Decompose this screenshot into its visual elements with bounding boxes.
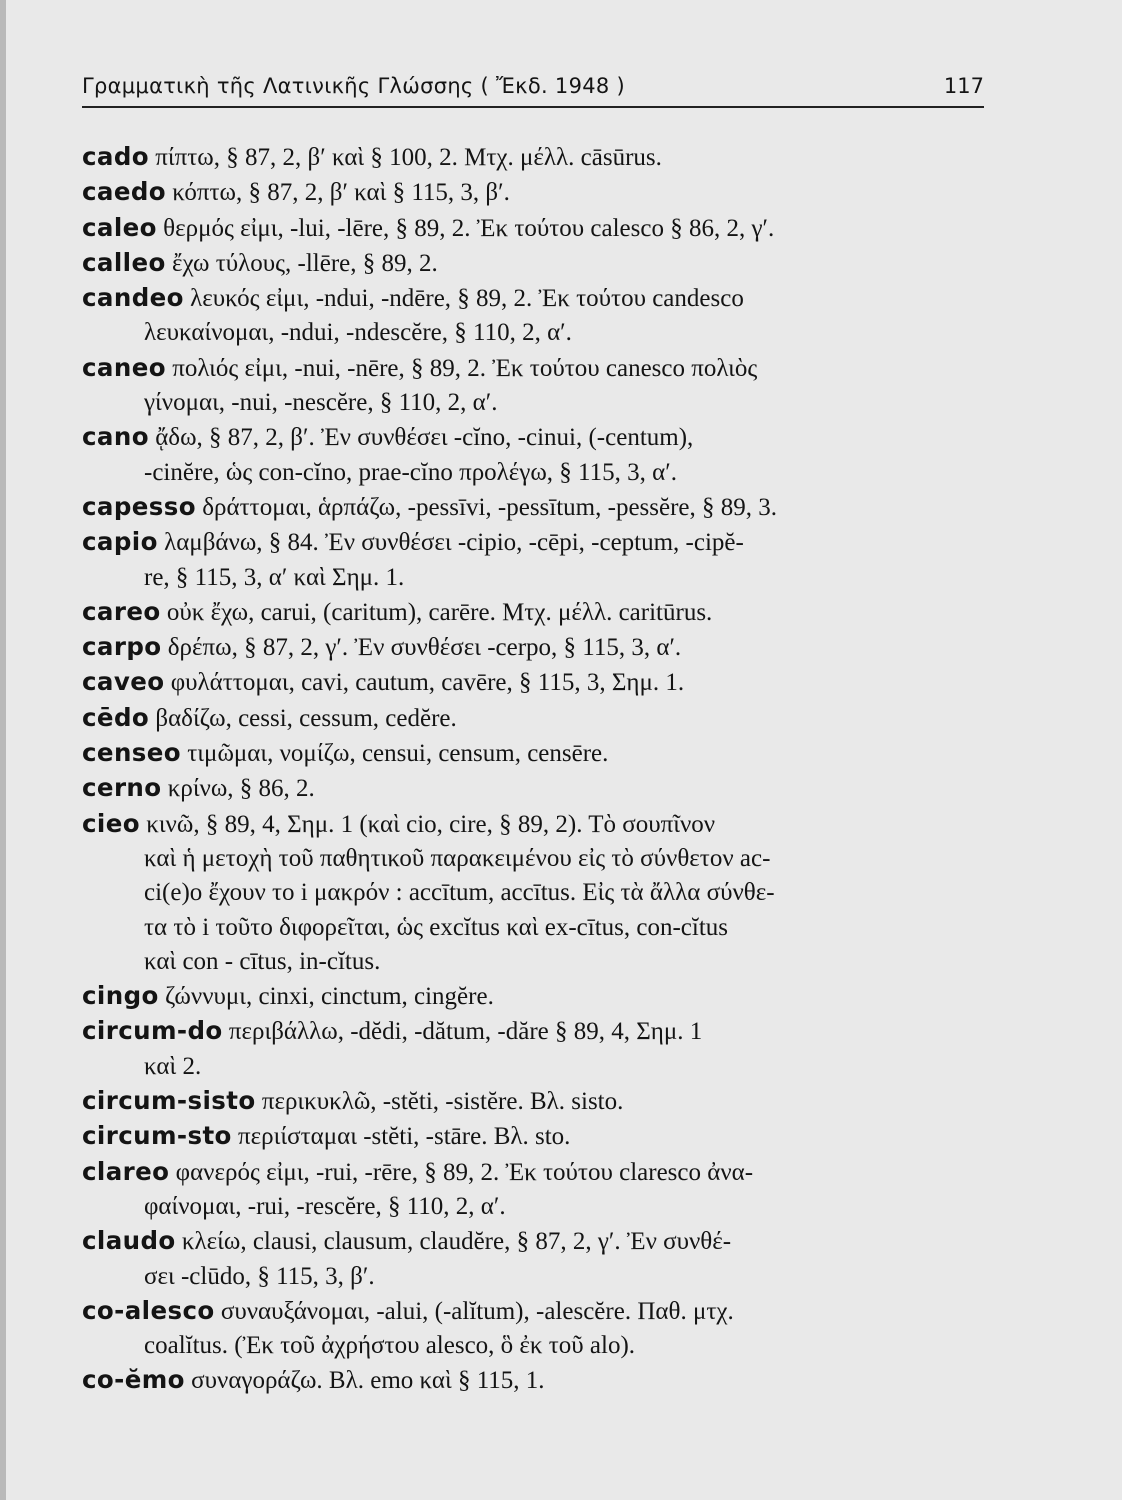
entry-lemma: careo <box>82 596 161 626</box>
entry-first-line <box>82 665 984 700</box>
entry-lemma: carpo <box>82 632 162 662</box>
entry-lemma: caleo <box>82 212 157 242</box>
entry-first-line <box>82 1084 984 1119</box>
dictionary-entry <box>82 420 984 490</box>
entry-first-line <box>82 630 984 665</box>
entry-continuation-line <box>82 386 984 420</box>
dictionary-entry <box>82 140 984 175</box>
entry-first-line <box>82 525 984 560</box>
entry-lemma: capio <box>82 527 158 557</box>
entry-continuation-line <box>82 842 984 876</box>
entry-text: καὶ con - cītus, in-cĭtus. <box>144 947 381 975</box>
entry-continuation-line <box>82 456 984 490</box>
entry-lemma: caneo <box>82 352 166 382</box>
entry-lemma: caedo <box>82 177 167 207</box>
entry-lemma: cieo <box>82 808 140 838</box>
dictionary-entry <box>82 979 984 1014</box>
entry-text: λευκαίνομαι, -ndui, -ndescĕre, § 110, 2, α′. <box>144 319 572 347</box>
entry-text: λαμβάνω, § 84. Ἐν συνθέσει -cipio, -cēpi, -ceptum, -cipĕ- <box>157 529 744 557</box>
dictionary-entry <box>82 175 984 210</box>
dictionary-entry <box>82 807 984 979</box>
entry-text: ἔχω τύλους, -llēre, § 89, 2. <box>165 249 438 277</box>
entry-first-line <box>82 1363 984 1398</box>
entry-first-line <box>82 246 984 281</box>
entry-lemma: cerno <box>82 773 162 803</box>
entry-text: γίνομαι, -nui, -nescĕre, § 110, 2, α′. <box>144 389 498 417</box>
entry-first-line <box>82 1294 984 1329</box>
dictionary-entry <box>82 1155 984 1225</box>
dictionary-entry <box>82 595 984 630</box>
entry-text: δράττομαι, ἁρπάζω, -pessīvi, -pessītum, -pessĕre, § 89, 3. <box>196 493 778 521</box>
entry-lemma: clareo <box>82 1156 170 1186</box>
entry-text: coalĭtus. (Ἐκ τοῦ ἀχρήστου alesco, ὃ ἐκ τοῦ alo). <box>144 1332 636 1360</box>
entry-first-line <box>82 736 984 771</box>
entry-first-line <box>82 771 984 806</box>
entry-text: περιίσταμαι -stĕti, -stāre. Βλ. sto. <box>231 1123 571 1151</box>
entry-lemma: calleo <box>82 247 166 277</box>
entry-text: πίπτω, § 87, 2, β′ καὶ § 100, 2. Μτχ. μέλλ. cāsūrus. <box>149 144 662 171</box>
entry-first-line <box>82 211 984 246</box>
entry-lemma: cēdo <box>82 702 150 732</box>
entry-lemma: claudo <box>82 1226 176 1256</box>
entry-continuation-line <box>82 1260 984 1294</box>
dictionary-entry <box>82 351 984 421</box>
entry-continuation-line <box>82 876 984 910</box>
entry-continuation-line <box>82 1190 984 1224</box>
entry-text: τιμῶμαι, νομίζω, censui, censum, censēre. <box>181 740 609 768</box>
entry-first-line <box>82 490 984 525</box>
entry-lemma: censeo <box>82 738 182 768</box>
entry-text: re, § 115, 3, α′ καὶ Σημ. 1. <box>144 563 405 591</box>
dictionary-entry <box>82 1224 984 1294</box>
entry-first-line <box>82 1119 984 1154</box>
entry-text: λευκός εἰμι, -ndui, -ndēre, § 89, 2. Ἐκ τούτου candesco <box>183 285 744 313</box>
entry-text: πολιός εἰμι, -nui, -nēre, § 89, 2. Ἐκ τούτου canesco πολιὸς <box>165 354 758 382</box>
entry-text: συναγοράζω. Βλ. emo καὶ § 115, 1. <box>184 1367 545 1395</box>
entry-text: συναυξάνομαι, -alui, (-alĭtum), -alescĕre. Παθ. μτχ. <box>214 1297 734 1325</box>
dictionary-entry <box>82 1119 984 1154</box>
entry-first-line <box>82 175 984 210</box>
page-spine <box>0 0 6 1500</box>
entry-text: κλείω, clausi, clausum, claudĕre, § 87, 2, γ′. Ἐν συνθέ- <box>175 1228 732 1256</box>
page-number: 117 <box>943 74 984 98</box>
entry-first-line <box>82 807 984 842</box>
entry-text: ζώννυμι, cinxi, cinctum, cingĕre. <box>158 983 494 1011</box>
entry-first-line <box>82 420 984 455</box>
entry-first-line <box>82 351 984 386</box>
entry-first-line <box>82 1155 984 1190</box>
dictionary-entry <box>82 1294 984 1364</box>
entry-text: δρέπω, § 87, 2, γ′. Ἐν συνθέσει -cerpo, § 115, 3, α′. <box>161 634 682 662</box>
entry-text: καὶ ἡ μετοχὴ τοῦ παθητικοῦ παρακειμένου εἰς τὸ σύνθετον ac- <box>144 844 771 872</box>
dictionary-entry <box>82 490 984 525</box>
entry-text: φυλάττομαι, cavi, cautum, cavēre, § 115, 3, Σημ. 1. <box>164 669 685 697</box>
entry-text: βαδίζω, cessi, cessum, cedĕre. <box>149 704 457 732</box>
dictionary-entry <box>82 211 984 246</box>
entry-text: περιβάλλω, -dĕdi, -dătum, -dăre § 89, 4, Σημ. 1 <box>222 1018 703 1046</box>
dictionary-entries <box>82 140 984 1399</box>
dictionary-entry <box>82 736 984 771</box>
dictionary-entry <box>82 665 984 700</box>
entry-lemma: circum-do <box>82 1016 223 1046</box>
entry-lemma: cingo <box>82 981 159 1011</box>
entry-lemma: co-ĕmo <box>82 1365 185 1395</box>
entry-lemma: candeo <box>82 283 184 313</box>
entry-text: καὶ 2. <box>144 1052 202 1080</box>
dictionary-entry <box>82 246 984 281</box>
dictionary-entry <box>82 1084 984 1119</box>
entry-lemma: capesso <box>82 491 197 521</box>
dictionary-entry <box>82 701 984 736</box>
dictionary-entry <box>82 630 984 665</box>
running-header <box>82 72 984 108</box>
entry-lemma: caveo <box>82 667 165 697</box>
entry-first-line <box>82 1014 984 1049</box>
entry-text: φανερός εἰμι, -rui, -rēre, § 89, 2. Ἐκ τούτου claresco ἀνα- <box>169 1158 754 1186</box>
entry-lemma: co-alesco <box>82 1295 215 1325</box>
entry-text: κινῶ, § 89, 4, Σημ. 1 (καὶ cio, cire, § 89, 2). Τὸ σουπῖνον <box>139 810 716 838</box>
entry-text: θερμός εἰμι, -lui, -lēre, § 89, 2. Ἐκ τούτου calesco § 86, 2, γ′. <box>156 214 775 242</box>
entry-text: φαίνομαι, -rui, -rescĕre, § 110, 2, α′. <box>144 1192 506 1220</box>
entry-first-line <box>82 701 984 736</box>
entry-first-line <box>82 595 984 630</box>
entry-continuation-line <box>82 911 984 945</box>
entry-first-line <box>82 979 984 1014</box>
entry-first-line <box>82 281 984 316</box>
entry-text: ᾄδω, § 87, 2, β′. Ἐν συνθέσει -cĭno, -cinui, (-centum), <box>148 424 694 452</box>
dictionary-entry <box>82 1014 984 1084</box>
dictionary-entry <box>82 525 984 595</box>
entry-continuation-line <box>82 945 984 979</box>
entry-continuation-line <box>82 561 984 595</box>
entry-text: -cinĕre, ὡς con-cĭno, prae-cĭno προλέγω, § 115, 3, α′. <box>144 458 677 486</box>
entry-text: οὐκ ἔχω, carui, (caritum), carēre. Μτχ. μέλλ. caritūrus. <box>160 598 713 626</box>
entry-text: κόπτω, § 87, 2, β′ καὶ § 115, 3, β′. <box>166 179 510 207</box>
entry-lemma: cado <box>82 142 150 171</box>
entry-continuation-line <box>82 316 984 350</box>
dictionary-entry <box>82 771 984 806</box>
entry-continuation-line <box>82 1050 984 1084</box>
entry-lemma: circum-sisto <box>82 1086 256 1116</box>
entry-lemma: cano <box>82 422 149 452</box>
entry-first-line <box>82 140 984 175</box>
entry-lemma: circum-sto <box>82 1121 232 1151</box>
entry-text: περικυκλῶ, -stĕti, -sistĕre. Βλ. sisto. <box>255 1088 624 1116</box>
entry-continuation-line <box>82 1329 984 1363</box>
entry-text: σει -clūdo, § 115, 3, β′. <box>144 1262 375 1290</box>
entry-text: ci(e)o ἔχουν το i μακρόν : accītum, accītus. Εἰς τὰ ἄλλα σύνθε- <box>144 879 775 907</box>
header-title: Γραμματικὴ τῆς Λατινικῆς Γλώσσης ( Ἔκδ. 1948 ) <box>82 74 626 98</box>
entry-text: κρίνω, § 86, 2. <box>161 775 315 803</box>
entry-text: τα τὸ i τοῦτο διφορεῖται, ὡς excĭtus καὶ ex-cītus, con-cĭtus <box>144 913 729 941</box>
entry-first-line <box>82 1224 984 1259</box>
dictionary-entry <box>82 1363 984 1398</box>
dictionary-entry <box>82 281 984 351</box>
